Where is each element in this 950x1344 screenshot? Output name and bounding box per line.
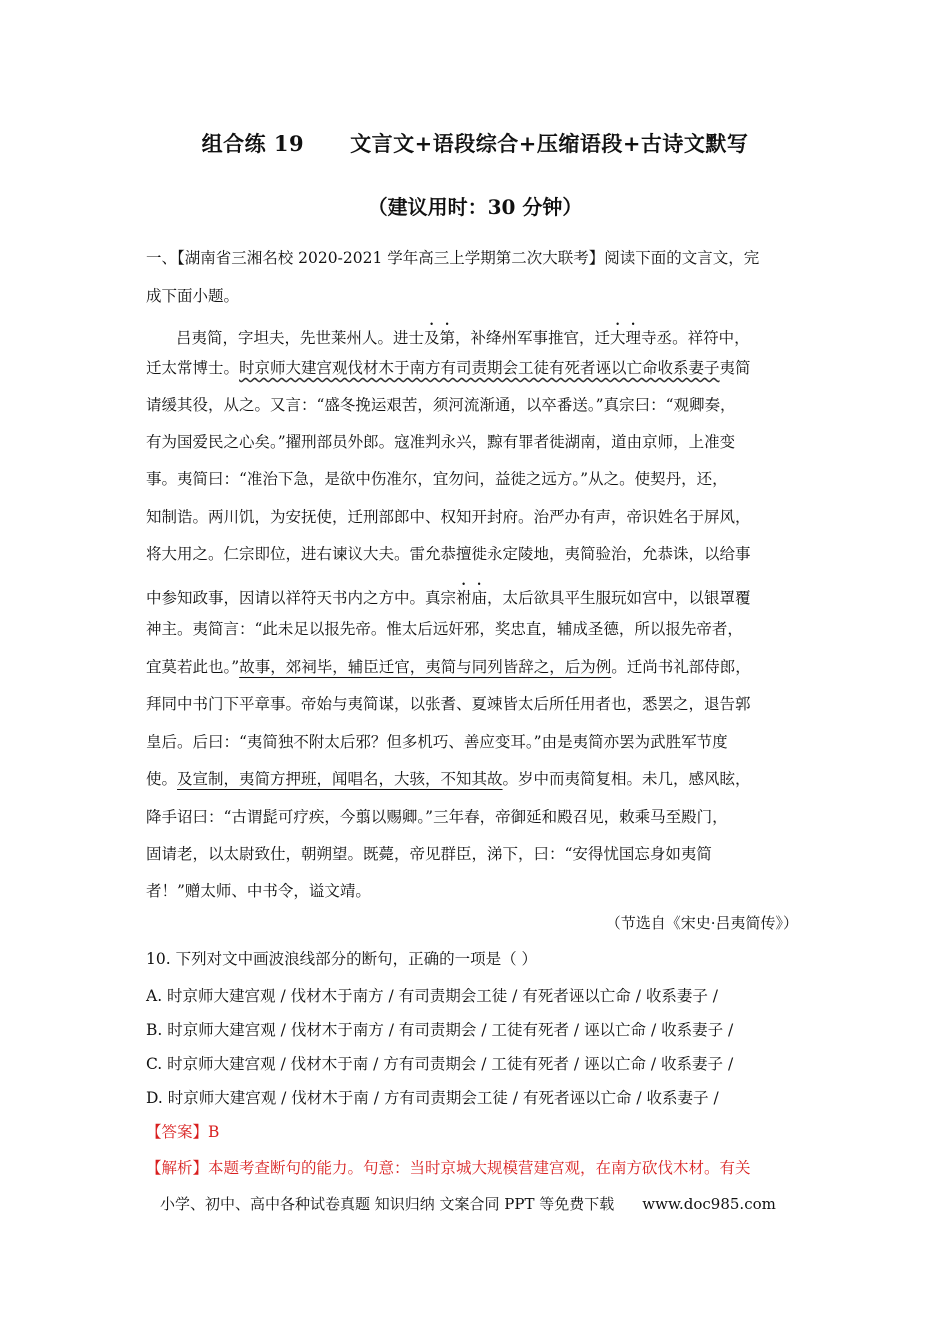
wavy-underlined-text: 时京师大建宫观伐材木于南方有司责期会工徒有死者诬以亡命收系妻子 bbox=[239, 359, 720, 377]
passage-text: 吕夷简，字坦夫，先世莱州人。进士 bbox=[176, 329, 425, 347]
footer-url[interactable]: www.doc985.com bbox=[642, 1195, 776, 1213]
title-left: 组合练 19 bbox=[201, 131, 305, 156]
passage-line bbox=[176, 320, 750, 348]
passage-line: 神主。夷简言：“此未足以报先帝。惟太后远奸邪，奖忠直，辅成圣德，所以报先帝者， bbox=[146, 620, 743, 638]
passage-text: 宜莫若此也。” bbox=[146, 658, 240, 676]
title-right: 文言文+语段综合+压缩语段+古诗文默写 bbox=[350, 131, 749, 156]
passage-text: 夷简 bbox=[719, 359, 751, 377]
passage-text: ，补绛州军事推官，迁 bbox=[455, 329, 611, 347]
passage-line: 者！”赠太师、中书令，谥文靖。 bbox=[146, 882, 371, 900]
intro-line-2: 成下面小题。 bbox=[146, 287, 240, 305]
passage-text: 寺丞。祥符中， bbox=[641, 329, 750, 347]
passage-text: 使。 bbox=[146, 770, 178, 788]
option-a: A. 时京师大建宫观 / 伐材木于南方 / 有司责期会工徒 / 有死者诬以亡命 / 收系妻子 / bbox=[146, 987, 719, 1005]
passage-line: 固请老，以太尉致仕，朝朔望。既薨，帝见群臣，涕下，曰：“安得忧国忘身如夷简 bbox=[146, 845, 712, 863]
dotted-term: 祔庙 bbox=[456, 589, 488, 607]
answer-label: 【答案】B bbox=[146, 1123, 220, 1141]
passage-text: 。岁中而夷简复相。未几，感风眩， bbox=[502, 770, 751, 788]
page-subtitle: （建议用时：30 分钟） bbox=[367, 195, 583, 219]
option-d: D. 时京师大建宫观 / 伐材木于南 / 方有司责期会工徒 / 有死者诬以亡命 / 收系妻子 / bbox=[146, 1089, 719, 1107]
page-footer bbox=[160, 1193, 776, 1214]
footer-text: 小学、初中、高中各种试卷真题 知识归纳 文案合同 PPT 等免费下载 bbox=[160, 1195, 615, 1213]
passage-text: 。迁尚书礼部侍郎， bbox=[611, 658, 751, 676]
passage-line bbox=[146, 655, 751, 677]
passage-line: 将大用之。仁宗即位，进右谏议大夫。雷允恭擅徙永定陵地，夷简验治，允恭诛，以给事 bbox=[146, 545, 751, 563]
dotted-term: 及第 bbox=[424, 329, 456, 347]
option-b: B. 时京师大建宫观 / 伐材木于南方 / 有司责期会 / 工徒有死者 / 诬以亡命 / 收系妻子 / bbox=[146, 1021, 734, 1039]
passage-line bbox=[146, 767, 751, 789]
passage-line: 拜同中书门下平章事。帝始与夷简谋，以张耆、夏竦皆太后所任用者也，悉罢之，退告郭 bbox=[146, 695, 751, 713]
underlined-text: 故事，郊祠毕，辅臣迁官，夷简与同列皆辞之，后为例 bbox=[239, 658, 612, 676]
passage-line: 有为国爱民之心矣。”擢刑部员外郎。寇准判永兴，黥有罪者徙湖南，道由京师，上准变 bbox=[146, 433, 736, 451]
passage-text: 迁太常博士。 bbox=[146, 359, 240, 377]
passage-line: 皇后。后曰：“夷简独不附太后邪？但多机巧、善应变耳。”由是夷简亦罢为武胜军节度 bbox=[146, 733, 728, 751]
passage-text: ，太后欲具平生服玩如宫中，以银罩覆 bbox=[487, 589, 751, 607]
passage-text: 中参知政事，因请以祥符天书内之方中。真宗 bbox=[146, 589, 457, 607]
passage-line: 降手诏曰：“古谓髭可疗疾，今翦以赐卿。”三年春，帝御延和殿召见，敕乘马至殿门， bbox=[146, 808, 728, 826]
underlined-text: 及宣制，夷简方押班，闻唱名，大骇，不知其故 bbox=[177, 770, 503, 788]
intro-line-1: 一、【湖南省三湘名校 2020-2021 学年高三上学期第二次大联考】阅读下面的文言文，完 bbox=[146, 249, 760, 267]
passage-line: 知制诰。两川饥，为安抚使，迁刑部郎中、权知开封府。治严办有声，帝识姓名于屏风， bbox=[146, 508, 751, 526]
passage-line: 事。夷简曰：“准治下急，是欲中伤准尔，宜勿问，益徙之远方。”从之。使契丹，还， bbox=[146, 470, 728, 488]
passage-line bbox=[146, 580, 751, 608]
passage-line: 请缓其役，从之。又言：“盛冬挽运艰苦，须河流渐通，以卒番送。”真宗曰：“观卿奏， bbox=[146, 396, 736, 414]
question-stem: 10. 下列对文中画波浪线部分的断句，正确的一项是（ ） bbox=[146, 950, 538, 968]
passage-line bbox=[146, 356, 751, 378]
option-c: C. 时京师大建宫观 / 伐材木于南 / 方有司责期会 / 工徒有死者 / 诬以亡命 / 收系妻子 / bbox=[146, 1055, 734, 1073]
analysis-text: 【解析】本题考查断句的能力。句意：当时京城大规模营建宫观，在南方砍伐木材。有关 bbox=[146, 1159, 751, 1177]
dotted-term: 大理 bbox=[610, 329, 642, 347]
passage-source: （节选自《宋史·吕夷简传》） bbox=[605, 914, 798, 932]
page-title bbox=[0, 128, 950, 158]
